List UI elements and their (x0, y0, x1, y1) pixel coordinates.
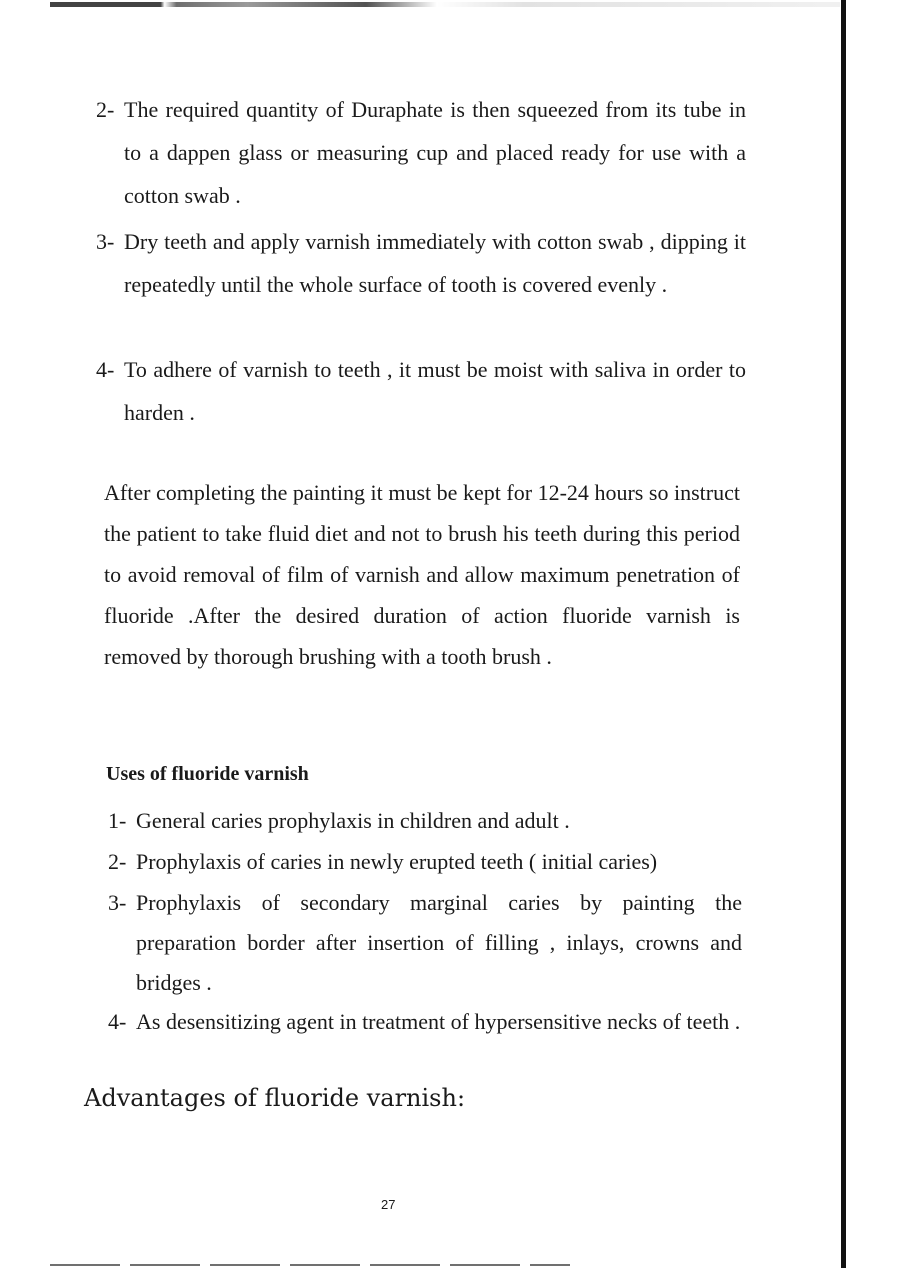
list-number: 4- (108, 1009, 127, 1034)
scan-artifact-right (841, 0, 846, 1268)
list-item (108, 842, 742, 882)
step-number: 3- (96, 229, 115, 254)
step-text: The required quantity of Duraphate is then squeezed from its tube in to a dappen glass or measuring cup and placed ready for use with a cotton swab . (124, 97, 746, 208)
step-item (96, 220, 746, 306)
list-number: 3- (108, 890, 127, 915)
section-heading: Uses of fluoride varnish (106, 763, 309, 785)
step-number: 4- (96, 357, 115, 382)
body-paragraph: After completing the painting it must be kept for 12-24 hours so instruct the patient to take fluid diet and not to brush his teeth during this period to avoid removal of film of varnish and allow maximum penetration of fluoride .After the desired duration of action fluoride varnish is removed by thorough brushing with a tooth brush . (104, 480, 740, 669)
list-text: General caries prophylaxis in children and adult . (136, 808, 570, 833)
list-number: 1- (108, 808, 127, 833)
step-number: 2- (96, 97, 115, 122)
list-text: Prophylaxis of caries in newly erupted teeth ( initial caries) (136, 849, 658, 874)
list-item (108, 883, 742, 1003)
step-item (96, 88, 746, 217)
advantages-heading: Advantages of fluoride varnish: (84, 1084, 466, 1112)
scan-artifact-top (50, 2, 840, 7)
step-text: To adhere of varnish to teeth , it must be moist with saliva in order to harden . (124, 357, 746, 425)
list-item (108, 1002, 742, 1042)
list-item (108, 801, 742, 841)
list-text: As desensitizing agent in treatment of hypersensitive necks of teeth . (136, 1009, 741, 1034)
step-text: Dry teeth and apply varnish immediately with cotton swab , dipping it repeatedly until the whole surface of tooth is covered evenly . (124, 229, 746, 297)
page-number: 27 (381, 1197, 396, 1212)
list-number: 2- (108, 849, 127, 874)
scan-artifact-bottom (50, 1264, 570, 1266)
step-item (96, 348, 746, 434)
list-text: Prophylaxis of secondary marginal caries by painting the preparation border after insertion of filling , inlays, crowns and bridges . (136, 890, 742, 995)
